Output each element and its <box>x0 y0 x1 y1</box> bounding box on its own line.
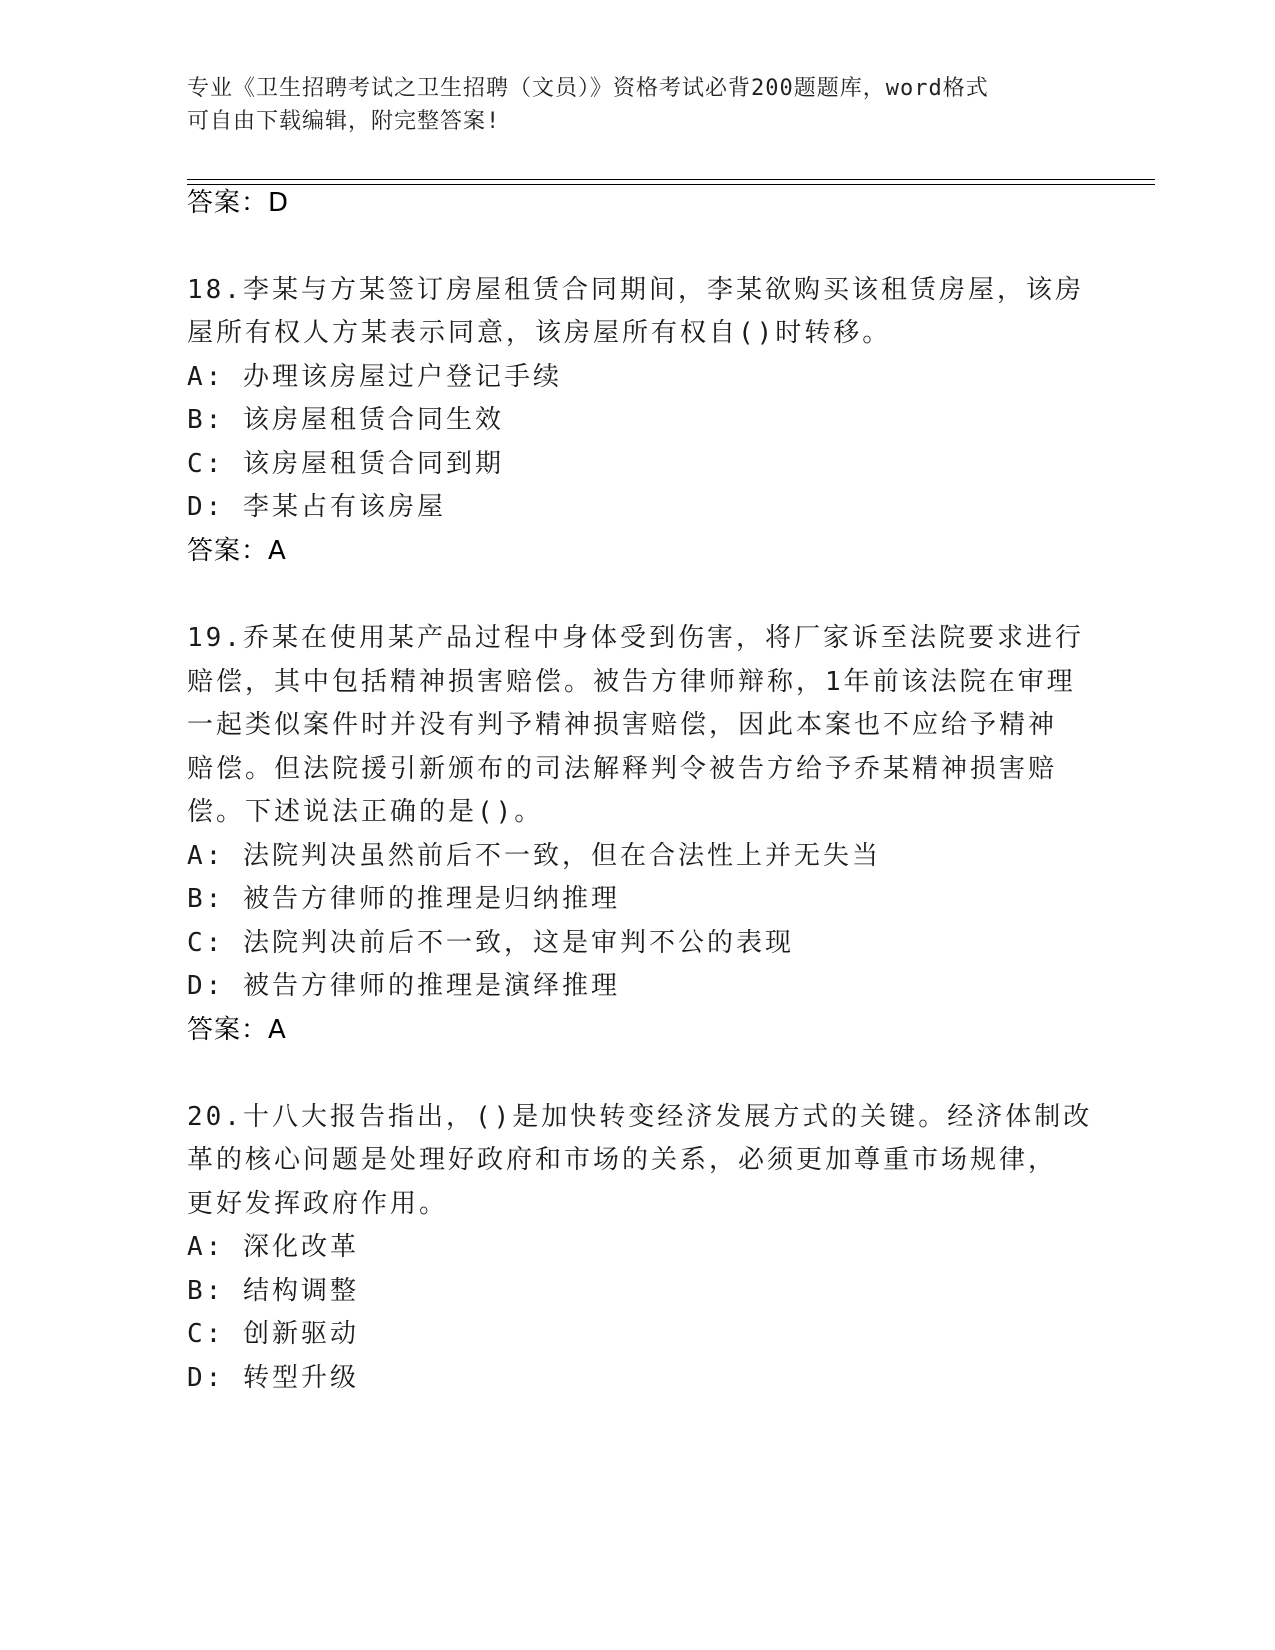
question-19-option-c: C: 法院判决前后不一致，这是审判不公的表现 <box>187 928 794 958</box>
question-18-answer: 答案：A <box>187 536 287 566</box>
question-20-line-1: 20.十八大报告指出，()是加快转变经济发展方式的关键。经济体制改 <box>187 1102 1093 1132</box>
question-18-option-a: A: 办理该房屋过户登记手续 <box>187 362 562 392</box>
header-line-2: 可自由下载编辑，附完整答案! <box>187 109 501 134</box>
answer-line: 答案：D <box>187 188 290 218</box>
question-20-line-3: 更好发挥政府作用。 <box>187 1189 449 1219</box>
question-19-line-4: 赔偿。但法院援引新颁布的司法解释判令被告方给予乔某精神损害赔 <box>187 754 1058 784</box>
question-18-line-1: 18.李某与方某签订房屋租赁合同期间，李某欲购买该租赁房屋，该房 <box>187 275 1084 305</box>
question-18-line-2: 屋所有权人方某表示同意，该房屋所有权自()时转移。 <box>187 318 892 348</box>
question-19-line-5: 偿。下述说法正确的是()。 <box>187 797 544 827</box>
question-18-option-d: D: 李某占有该房屋 <box>187 492 446 522</box>
question-20-option-d: D: 转型升级 <box>187 1363 359 1393</box>
header-divider-top <box>187 179 1155 180</box>
question-20-option-c: C: 创新驱动 <box>187 1319 359 1349</box>
document-header <box>187 72 1087 138</box>
header-line-1: 专业《卫生招聘考试之卫生招聘（文员）》资格考试必背200题题库，word格式 <box>187 76 989 101</box>
question-20-line-2: 革的核心问题是处理好政府和市场的关系，必须更加尊重市场规律， <box>187 1145 1058 1175</box>
question-18-option-b: B: 该房屋租赁合同生效 <box>187 405 504 435</box>
question-19-option-a: A: 法院判决虽然前后不一致，但在合法性上并无失当 <box>187 841 881 871</box>
question-19-option-d: D: 被告方律师的推理是演绎推理 <box>187 971 620 1001</box>
question-19-answer: 答案：A <box>187 1015 287 1045</box>
question-19-option-b: B: 被告方律师的推理是归纳推理 <box>187 884 620 914</box>
question-20-option-a: A: 深化改革 <box>187 1232 359 1262</box>
question-19-line-1: 19.乔某在使用某产品过程中身体受到伤害，将厂家诉至法院要求进行 <box>187 623 1084 653</box>
question-19-line-3: 一起类似案件时并没有判予精神损害赔偿，因此本案也不应给予精神 <box>187 710 1058 740</box>
question-20-option-b: B: 结构调整 <box>187 1276 359 1306</box>
question-19-line-2: 赔偿，其中包括精神损害赔偿。被告方律师辩称，1年前该法院在审理 <box>187 667 1076 697</box>
question-18-option-c: C: 该房屋租赁合同到期 <box>187 449 504 479</box>
